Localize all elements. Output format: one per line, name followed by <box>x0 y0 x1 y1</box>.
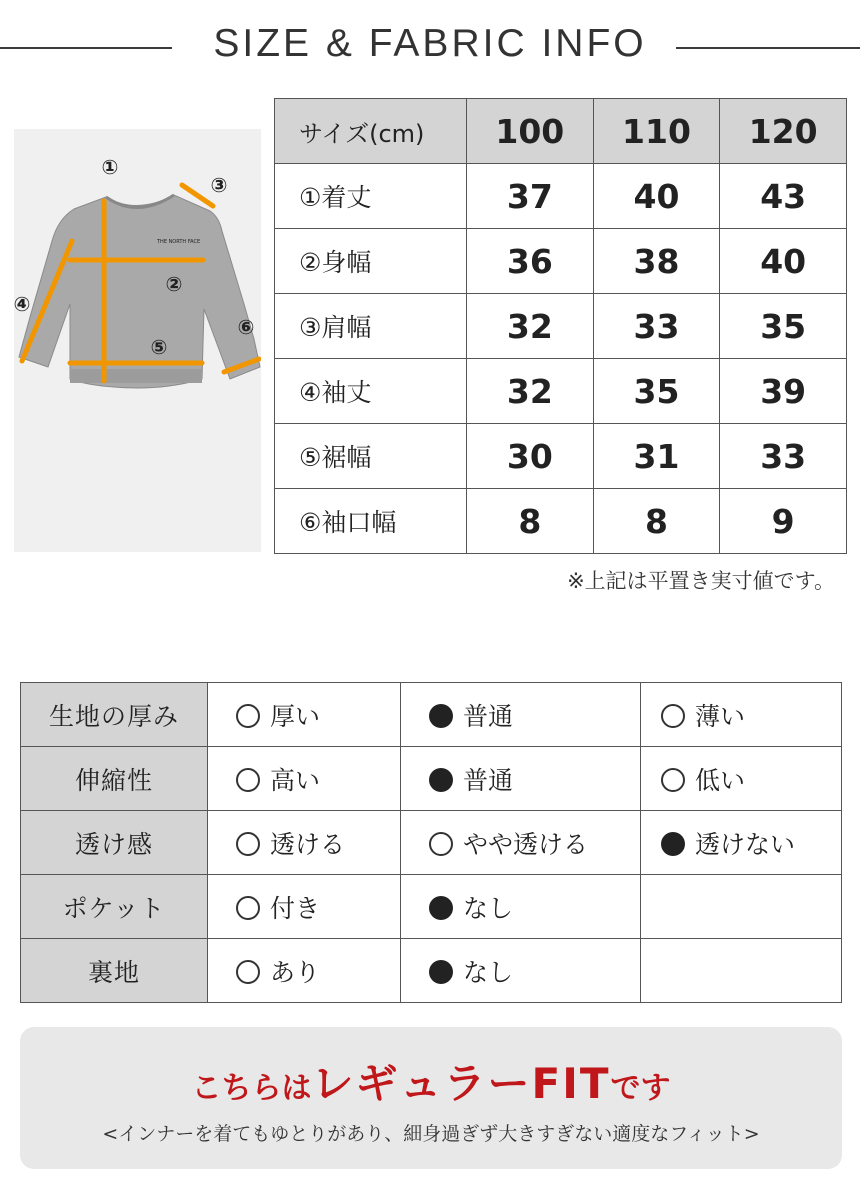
size-table-header <box>275 99 847 164</box>
fabric-row-label: 生地の厚み <box>21 683 208 747</box>
marker-5: ⑤ <box>150 335 168 359</box>
fit-title-main: レギュラーFIT <box>311 1059 611 1108</box>
table-row <box>275 489 847 554</box>
fabric-option <box>208 875 401 939</box>
cell-value: 9 <box>720 489 847 554</box>
marker-4: ④ <box>14 292 31 316</box>
fabric-row-label: ポケット <box>21 875 208 939</box>
hem-rib <box>70 369 202 383</box>
brand-logo: THE NORTH FACE <box>157 239 201 245</box>
fabric-option <box>401 683 641 747</box>
option-text: 普通 <box>463 765 514 795</box>
size-table <box>274 98 847 554</box>
fabric-row-label: 伸縮性 <box>21 747 208 811</box>
fabric-option <box>401 811 641 875</box>
table-row <box>275 424 847 489</box>
empty-circle-icon <box>236 832 260 856</box>
fabric-option-empty <box>641 875 842 939</box>
cell-value: 35 <box>720 294 847 359</box>
table-row <box>21 683 842 747</box>
cell-value: 36 <box>467 229 594 294</box>
fit-title <box>20 1051 842 1111</box>
empty-circle-icon <box>236 896 260 920</box>
option-text: 付き <box>270 893 321 923</box>
marker-2: ② <box>165 272 183 296</box>
option-text: なし <box>463 893 514 923</box>
option-text: 普通 <box>463 701 514 731</box>
sweatshirt-shape <box>19 195 260 388</box>
table-row <box>21 939 842 1003</box>
fabric-option <box>208 683 401 747</box>
fabric-option <box>401 747 641 811</box>
cell-value: 38 <box>593 229 720 294</box>
option-text: 厚い <box>270 701 321 731</box>
empty-circle-icon <box>236 704 260 728</box>
size-header-110: 110 <box>593 99 720 164</box>
table-row <box>275 359 847 424</box>
cell-value: 8 <box>467 489 594 554</box>
cell-value: 40 <box>593 164 720 229</box>
empty-circle-icon <box>661 768 685 792</box>
option-text: 低い <box>695 765 746 795</box>
table-row <box>21 875 842 939</box>
row-label: ⑤裾幅 <box>275 424 467 489</box>
empty-circle-icon <box>236 768 260 792</box>
empty-circle-icon <box>236 960 260 984</box>
filled-circle-icon <box>429 896 453 920</box>
filled-circle-icon <box>429 960 453 984</box>
cell-value: 33 <box>720 424 847 489</box>
size-header-120: 120 <box>720 99 847 164</box>
option-text: 透けない <box>695 829 796 859</box>
cell-value: 43 <box>720 164 847 229</box>
garment-illustration <box>14 129 261 552</box>
fabric-table <box>20 682 842 1003</box>
fit-title-suffix: です <box>610 1071 671 1106</box>
option-text: やや透ける <box>463 829 589 859</box>
fabric-option <box>401 939 641 1003</box>
fabric-row-label: 透け感 <box>21 811 208 875</box>
size-header-label: サイズ(cm) <box>275 99 467 164</box>
empty-circle-icon <box>429 832 453 856</box>
fabric-option <box>208 747 401 811</box>
filled-circle-icon <box>429 768 453 792</box>
cell-value: 32 <box>467 359 594 424</box>
table-row <box>21 811 842 875</box>
fabric-option <box>641 811 842 875</box>
marker-6: ⑥ <box>237 315 255 339</box>
fabric-option-empty <box>641 939 842 1003</box>
measurement-note: ※上記は平置き実寸値です。 <box>567 569 835 593</box>
cell-value: 33 <box>593 294 720 359</box>
fabric-option <box>208 811 401 875</box>
fabric-row-label: 裏地 <box>21 939 208 1003</box>
page-title: SIZE & FABRIC INFO <box>213 22 647 65</box>
table-row <box>275 229 847 294</box>
fit-description: <インナーを着てもゆとりがあり、細身過ぎず大きすぎない適度なフィット> <box>102 1123 760 1145</box>
table-row <box>275 164 847 229</box>
cell-value: 40 <box>720 229 847 294</box>
size-header-100: 100 <box>467 99 594 164</box>
sweatshirt-diagram <box>14 129 261 552</box>
marker-3: ③ <box>210 173 228 197</box>
fabric-option <box>641 747 842 811</box>
option-text: なし <box>463 957 514 987</box>
empty-circle-icon <box>661 704 685 728</box>
row-label: ③肩幅 <box>275 294 467 359</box>
filled-circle-icon <box>429 704 453 728</box>
cell-value: 37 <box>467 164 594 229</box>
fabric-option <box>641 683 842 747</box>
row-label: ①着丈 <box>275 164 467 229</box>
cell-value: 8 <box>593 489 720 554</box>
filled-circle-icon <box>661 832 685 856</box>
cell-value: 31 <box>593 424 720 489</box>
option-text: 高い <box>270 765 321 795</box>
cell-value: 35 <box>593 359 720 424</box>
table-row <box>21 747 842 811</box>
option-text: あり <box>270 957 321 987</box>
fit-banner <box>20 1027 842 1169</box>
marker-1: ① <box>101 155 119 179</box>
fabric-option <box>401 875 641 939</box>
cell-value: 32 <box>467 294 594 359</box>
row-label: ⑥袖口幅 <box>275 489 467 554</box>
row-label: ④袖丈 <box>275 359 467 424</box>
fabric-option <box>208 939 401 1003</box>
option-text: 透ける <box>270 829 346 859</box>
fit-title-prefix: こちらは <box>191 1071 312 1106</box>
table-row <box>275 294 847 359</box>
cell-value: 30 <box>467 424 594 489</box>
cell-value: 39 <box>720 359 847 424</box>
row-label: ②身幅 <box>275 229 467 294</box>
option-text: 薄い <box>695 701 746 731</box>
